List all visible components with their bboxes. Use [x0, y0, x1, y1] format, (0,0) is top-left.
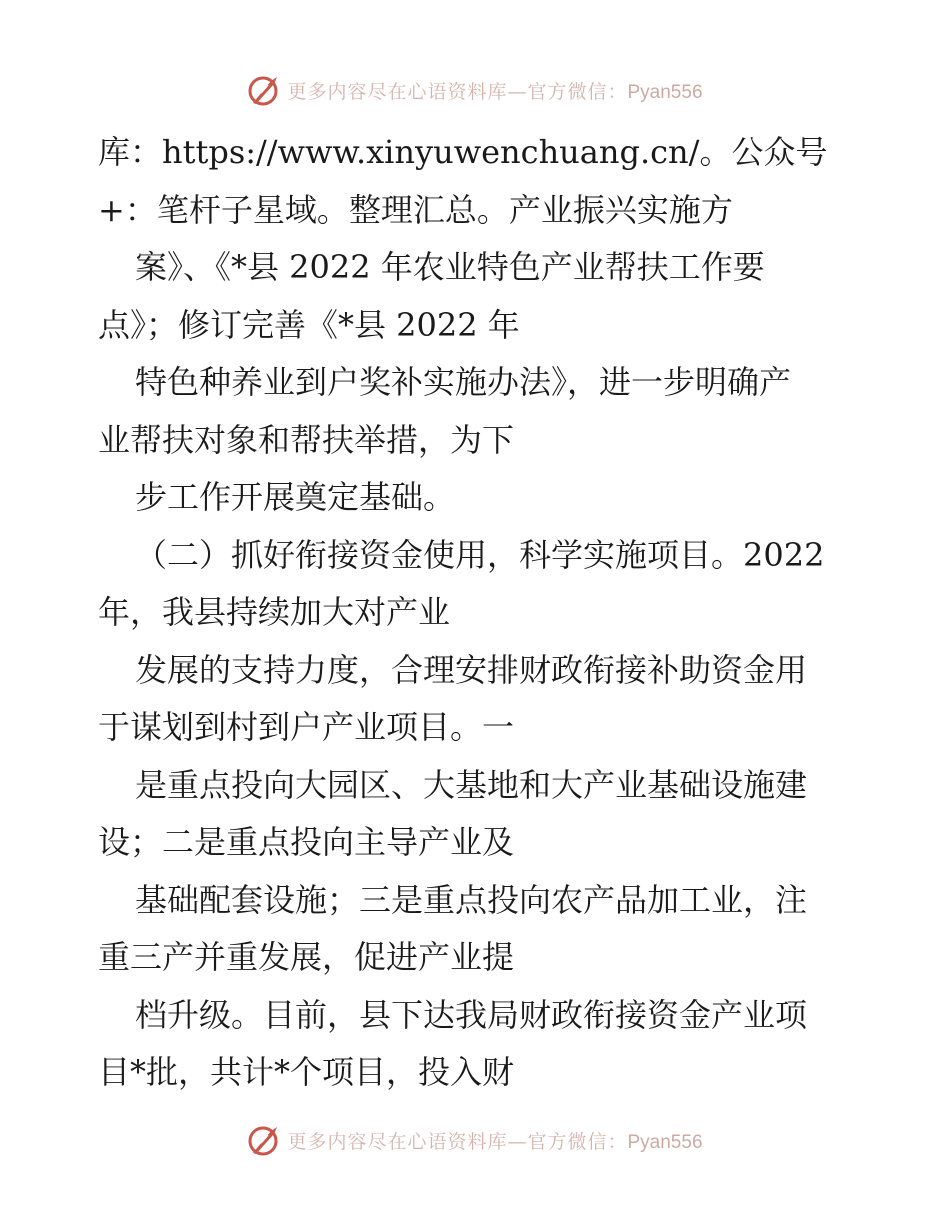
watermark-text: 更多内容尽在心语资料库—官方微信：Pyan556: [287, 1130, 703, 1153]
text-line: 档升级。目前，县下达我局财政衔接资金产业项: [135, 995, 808, 1034]
text-line: 业帮扶对象和帮扶举措，为下: [98, 420, 515, 459]
text-line: 点》；修订完善《*县 2022 年: [98, 305, 520, 344]
text-line: 目*批，共计*个项目，投入财: [98, 1053, 515, 1091]
text-line: 发展的支持力度，合理安排财政衔接补助资金用: [135, 650, 808, 689]
watermark-contact: Pyan556: [627, 1131, 703, 1153]
quill-logo-icon: [247, 73, 281, 107]
text-line: 案》、《*县 2022 年农业特色产业帮扶工作要: [135, 248, 765, 286]
watermark-contact: Pyan556: [627, 81, 703, 103]
text-line: 库：https://www.xinyuwenchuang.cn/。公众号: [98, 133, 828, 171]
quill-logo-icon: [247, 1123, 281, 1157]
text-line: 基础配套设施；三是重点投向农产品加工业，注: [135, 880, 808, 919]
text-line: 步工作开展奠定基础。: [135, 478, 456, 516]
text-line: 重三产并重发展，促进产业提: [98, 938, 515, 976]
text-line: 于谋划到村到户产业项目。一: [98, 708, 515, 746]
text-line: 特色种养业到户奖补实施办法》，进一步明确产: [135, 363, 792, 401]
document-body: [98, 124, 858, 1102]
text-line: +：笔杆子星域。整理汇总。产业振兴实施方: [98, 190, 733, 229]
text-line: 是重点投向大园区、大基地和大产业基础设施建: [135, 765, 808, 804]
text-line: 年，我县持续加大对产业: [98, 593, 451, 631]
footer-watermark: [0, 1120, 950, 1160]
header-watermark: [0, 70, 950, 110]
watermark-text: 更多内容尽在心语资料库—官方微信：Pyan556: [287, 80, 703, 103]
text-line: 设；二是重点投向主导产业及: [98, 823, 515, 861]
text-line: （二）抓好衔接资金使用，科学实施项目。2022: [135, 535, 825, 574]
